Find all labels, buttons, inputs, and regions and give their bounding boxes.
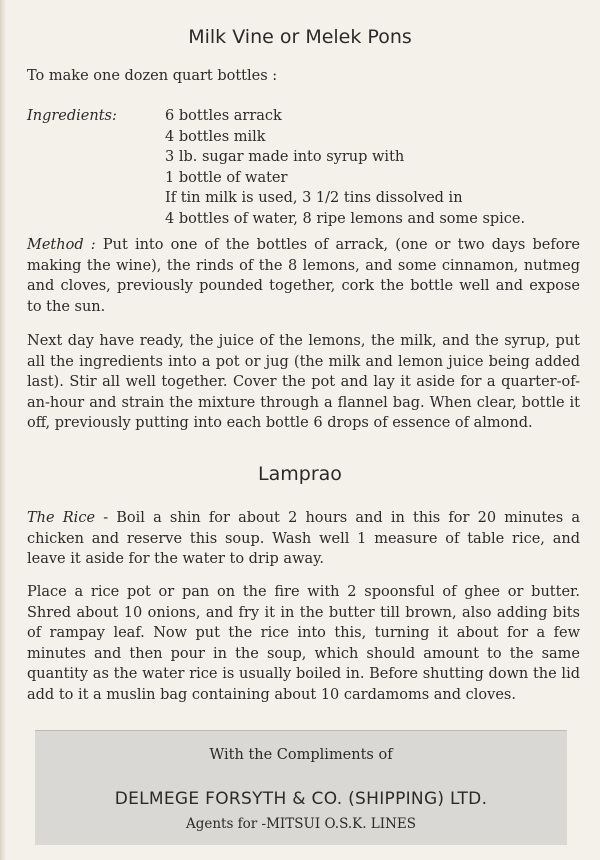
compliments-box <box>35 730 567 845</box>
ingredient-line: 1 bottle of water <box>165 169 288 186</box>
method-text: Put into one of the bottles of arrack, (one or two days before making the wine), the rinds of the 8 lemons, and some cinnamon, nutmeg and cloves, previously pounded together, cork the bottle well and expose to the sun. <box>27 237 580 315</box>
ingredient-line: 6 bottles arrack <box>165 108 282 124</box>
ingredient-line: If tin milk is used, 3 1/2 tins dissolved in <box>165 190 463 206</box>
agents-line: Agents for -MITSUI O.S.K. LINES <box>185 816 417 832</box>
recipe-intro: To make one dozen quart bottles : <box>27 68 278 84</box>
page-gutter-shadow <box>0 0 6 860</box>
next-day-paragraph: Next day have ready, the juice of the lemons, the milk, and the syrup, put all the ingredients into a pot or jug (the milk and lemon juice being added last). Stir all well together. Cover the pot and lay it aside for a quarter-of-an-hour and strain the mixture through a flannel bag. When clear, bottle it off, previously putting into each bottle 6 drops of essence of almond. <box>27 333 580 431</box>
recipe-title-lamprao: Lamprao <box>258 463 342 485</box>
ingredient-line: 4 bottles of water, 8 ripe lemons and some spice. <box>165 210 526 227</box>
rice-label: The Rice <box>27 510 96 526</box>
compliments-line: With the Compliments of <box>209 747 393 763</box>
ingredient-line: 4 bottles milk <box>165 128 266 145</box>
rice-text: - Boil a shin for about 2 hours and in this for 20 minutes a chicken and reserve this soup. Wash well 1 measure of table rice, and leave it aside for the water to drip away. <box>27 510 580 567</box>
recipe-title-milk-vine: Milk Vine or Melek Pons <box>188 26 412 48</box>
cooking-paragraph: Place a rice pot or pan on the fire with 2 spoonsful of ghee or butter. Shred about 10 onions, and fry it in the butter till brown, also adding bits of rampay leaf. Now put the rice into this, turning it about for a few minutes and then pour in the soup, which should amount to the same quantity as the water rice is usually boiled in. Before shutting down the lid add to it a muslin bag containing about 10 cardamoms and cloves. <box>27 584 580 703</box>
rice-paragraph <box>27 508 580 570</box>
ingredients-label: Ingredients: <box>27 108 117 124</box>
ingredients-list <box>165 106 525 229</box>
method-label: Method : <box>27 237 96 253</box>
ingredient-line: 3 lb. sugar made into syrup with <box>165 149 405 165</box>
company-name: DELMEGE FORSYTH & CO. (SHIPPING) LTD. <box>114 789 488 809</box>
method-paragraph <box>27 235 580 317</box>
